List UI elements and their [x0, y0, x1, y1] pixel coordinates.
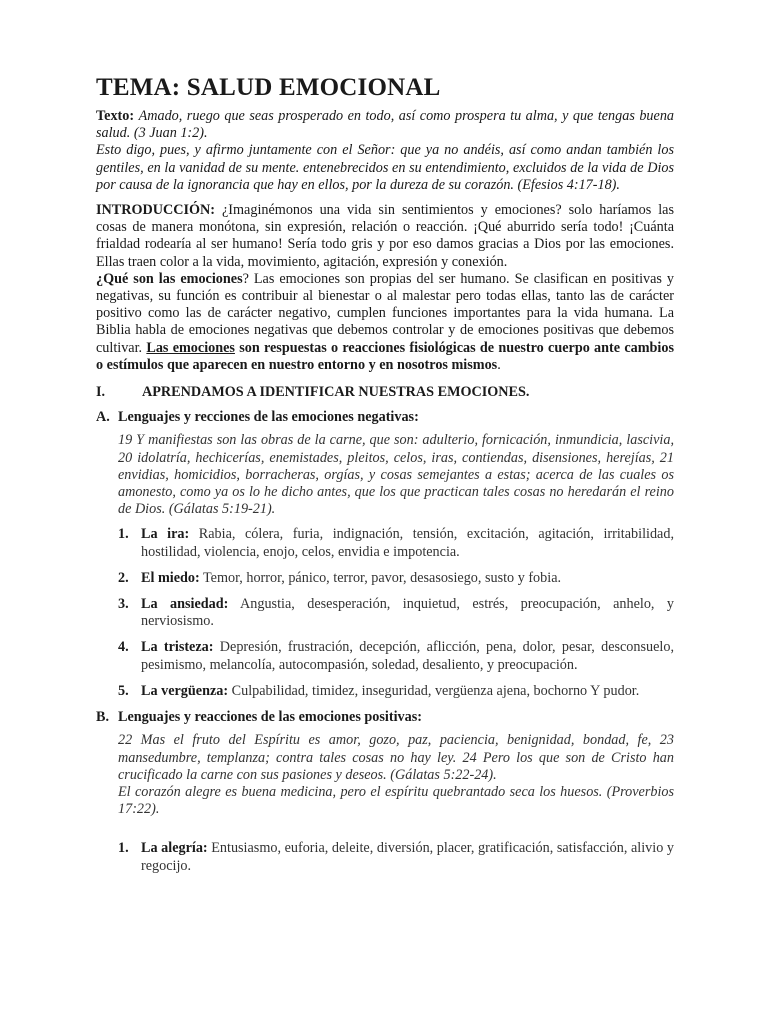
introduction-paragraph	[96, 202, 674, 271]
positive-emotions-quote-2: El corazón alegre es buena medicina, pero el espíritu quebrantado seca los huesos. (Proverbios 17:22).	[118, 783, 674, 818]
section-1-heading	[96, 384, 674, 401]
list-item	[118, 570, 674, 587]
list-item-number: 4.	[118, 639, 129, 656]
negative-emotions-quote: 19 Y manifiestas son las obras de la carne, que son: adulterio, fornicación, inmundicia, lascivia, 20 idolatría, hechicerías, enemistades, pleitos, celos, iras, contiendas, disensiones, herejías, 21 envidias, homicidios, borracheras, orgías, y cosas semejantes a estas; acerca de las cuales os amonesto, como ya os lo he dicho antes, que los que practican tales cosas no heredarán el reino de Dios. (Gálatas 5:19-21).	[118, 432, 674, 518]
subsection-b-title: Lenguajes y reacciones de las emociones positivas:	[118, 709, 422, 726]
positive-emotions-quote-1: 22 Mas el fruto del Espíritu es amor, gozo, paz, paciencia, benignidad, bondad, fe, 23 mansedumbre, templanza; contra tales cosas no hay ley. 24 Pero los que son de Cristo han crucificado la carne con sus pasiones y deseos. (Gálatas 5:22-24).	[118, 732, 674, 783]
list-item-label: La alegría:	[141, 840, 208, 857]
list-item	[118, 683, 674, 700]
list-item-text: Depresión, frustración, decepción, aflicción, pena, dolor, pesar, desconsuelo, pesimismo, melancolía, autocompasión, soledad, desaliento, y preocupación.	[141, 639, 674, 673]
list-item-number: 1.	[118, 840, 129, 857]
subsection-b-heading	[96, 709, 674, 726]
subsection-a-title: Lenguajes y recciones de las emociones negativas:	[118, 409, 419, 426]
list-item-text: Temor, horror, pánico, terror, pavor, desasosiego, susto y fobia.	[199, 569, 562, 586]
list-item-label: La ira:	[141, 526, 190, 543]
list-item-body	[141, 639, 674, 673]
document-title: TEMA: SALUD EMOCIONAL	[96, 74, 441, 101]
what-text: ? Las emociones son propias del ser humano. Se clasifican en positivas y negativas, su función es contribuir al bienestar o al malestar pero todas ellas, tanto las de carácter positivo como las de carácter negativo, cumplen funciones importantes para la vida humana. La Biblia habla de emociones negativas que debemos controlar y de emociones positivas que debemos cultivar.	[96, 270, 675, 356]
list-item-label: La vergüenza:	[141, 682, 229, 699]
subsection-a-letter: A.	[96, 409, 110, 426]
definition-end: .	[497, 356, 501, 373]
texto-verse-2: Esto digo, pues, y afirmo juntamente con el Señor: que ya no andéis, así como andan también los gentiles, en la vanidad de su mente. entenebrecidos en su entendimiento, excluidos de la vida de Dios por causa de la ignorancia que hay en ellos, por la dureza de su corazón. (Efesios 4:17-18).	[96, 142, 674, 193]
texto-verse-1-text: Amado, ruego que seas prosperado en todo, así como prospera tu alma, y que tengas buena salud. (3 Juan 1:2).	[96, 108, 675, 142]
subsection-a-heading	[96, 409, 674, 426]
section-1-title: APRENDAMOS A IDENTIFICAR NUESTRAS EMOCIONES.	[142, 384, 530, 401]
list-item	[118, 596, 674, 630]
list-item-number: 5.	[118, 682, 129, 699]
list-item-label: La ansiedad:	[141, 596, 229, 613]
list-item-label: La tristeza:	[141, 639, 214, 656]
list-item-body	[141, 526, 674, 560]
list-item-body	[141, 596, 674, 630]
list-item	[118, 840, 674, 874]
subsection-b-letter: B.	[96, 709, 110, 726]
list-item-label: El miedo:	[141, 569, 200, 586]
intro-text: ¿Imaginémonos una vida sin sentimientos y emociones? solo haríamos las cosas de manera monótona, sin expresión, relación o reacción. ¡Qué aburrido sería todo! ¡Cuánta frialdad rodearía al ser humano! Sería todo gris y por eso damos gracias a Dios por las emociones. Ellas traen color a la vida, movimiento, agitación, expresión y conexión.	[96, 202, 674, 270]
list-item	[118, 639, 674, 673]
list-item-text: Entusiasmo, euforia, deleite, diversión, placer, gratificación, satisfacción, alivio y regocijo.	[141, 840, 674, 874]
list-item	[118, 526, 674, 560]
list-item-body	[141, 840, 674, 874]
what-are-emotions-paragraph	[96, 271, 674, 374]
positive-emotions-list	[96, 840, 674, 874]
list-item-body	[141, 570, 674, 587]
definition-term: Las emociones	[146, 339, 235, 356]
list-item-text: Angustia, desesperación, inquietud, estrés, preocupación, anhelo, y nerviosismo.	[141, 596, 674, 630]
section-1-number: I.	[96, 384, 106, 401]
list-item-number: 1.	[118, 526, 129, 543]
list-item-number: 3.	[118, 596, 129, 613]
list-item-number: 2.	[118, 569, 129, 586]
definition-text: son respuestas o reacciones fisiológicas de nuestro cuerpo ante cambios o estímulos que aparecen en nuestro entorno y en nosotros mismos	[96, 339, 674, 373]
intro-label: INTRODUCCIÓN:	[96, 202, 216, 219]
negative-emotions-list	[96, 526, 674, 700]
texto-verse-1	[96, 108, 674, 142]
list-item-body	[141, 683, 674, 700]
what-label: ¿Qué son las emociones	[96, 270, 243, 287]
texto-label: Texto:	[96, 108, 135, 124]
list-item-text: Culpabilidad, timidez, inseguridad, vergüenza ajena, bochorno Y pudor.	[228, 682, 640, 699]
list-item-text: Rabia, cólera, furia, indignación, tensión, excitación, agitación, irritabilidad, hostilidad, violencia, enojo, celos, envidia e impotencia.	[141, 526, 674, 560]
